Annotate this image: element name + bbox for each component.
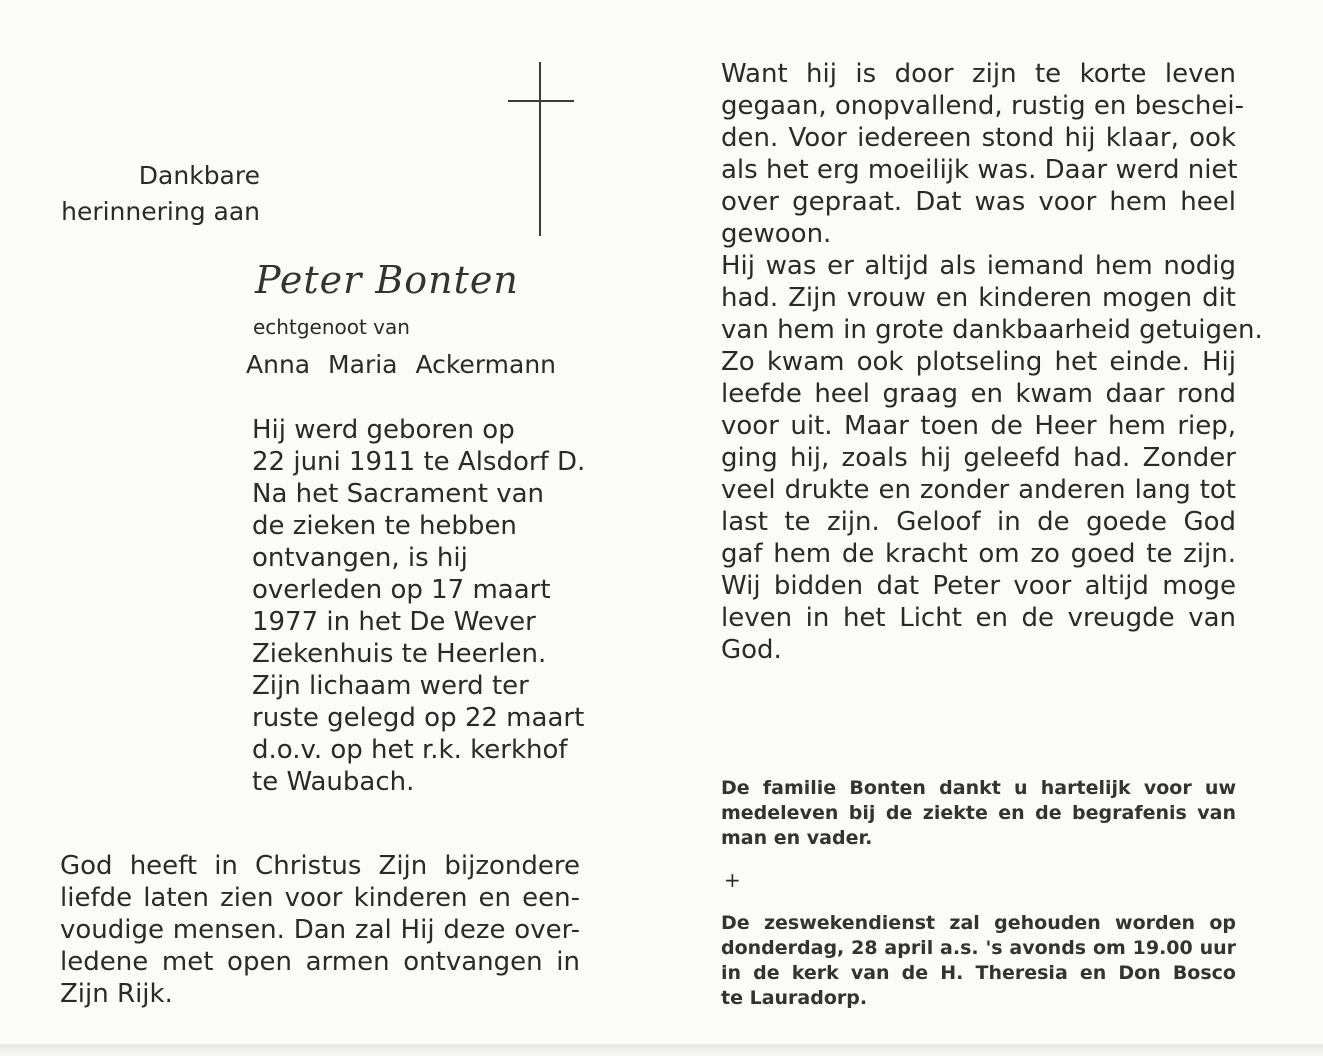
card-bottom-edge: [0, 1044, 1323, 1056]
thanks-line: medeleven bij de ziekte en de begrafenis van: [721, 802, 1236, 824]
remembrance-line: gaf hem de kracht om zo goed te zijn.: [721, 539, 1236, 569]
remembrance-line: leefde heel graag en kwam daar rond: [721, 379, 1236, 409]
faith-line: liefde laten zien voor kinderen en een-: [60, 883, 580, 913]
thanks-note: [721, 776, 1236, 851]
remembrance-line: Zo kwam ook plotseling het einde. Hij: [721, 347, 1236, 377]
remembrance-line: veel drukte en zonder anderen lang tot: [721, 475, 1236, 505]
remembrance-line: ging hij, zoals hij geleefd had. Zonder: [721, 443, 1236, 473]
intro-text: [60, 158, 260, 230]
cross-icon: [508, 62, 574, 236]
bio-line: 22 juni 1911 te Alsdorf D.: [252, 447, 586, 477]
mass-line: donderdag, 28 april a.s. 's avonds om 19.00 uur: [721, 937, 1236, 959]
remembrance-line: gewoon.: [721, 219, 832, 249]
remembrance-line: gegaan, onopvallend, rustig en beschei-: [721, 91, 1245, 121]
bio-line: Ziekenhuis te Heerlen.: [252, 639, 547, 669]
mass-line: in de kerk van de H. Theresia en Don Bosco: [721, 962, 1236, 984]
bio-line: ruste gelegd op 22 maart: [252, 703, 585, 733]
remembrance-line: als het erg moeilijk was. Daar werd niet: [721, 155, 1238, 185]
bio-line: 1977 in het De Wever: [252, 607, 536, 637]
remembrance-line: Hij was er altijd als iemand hem nodig: [721, 251, 1236, 281]
remembrance-line: Want hij is door zijn te korte leven: [721, 59, 1236, 89]
remembrance-line: last te zijn. Geloof in de goede God: [721, 507, 1236, 537]
thanks-line: man en vader.: [721, 827, 873, 849]
bio-line: d.o.v. op het r.k. kerkhof: [252, 735, 568, 765]
spouse-intro: echtgenoot van: [253, 315, 410, 339]
remembrance-line: Wij bidden dat Peter voor altijd moge: [721, 571, 1236, 601]
mass-notice: [721, 911, 1236, 1011]
intro-line: herinnering aan: [61, 197, 260, 226]
small-cross-icon: +: [724, 868, 741, 892]
bio-line: overleden op 17 maart: [252, 575, 551, 605]
faith-line: God heeft in Christus Zijn bijzondere: [60, 851, 580, 881]
mass-line: te Lauradorp.: [721, 987, 868, 1009]
remembrance-text: [721, 58, 1263, 666]
deceased-name: Peter Bonten: [255, 258, 519, 302]
bio-line: te Waubach.: [252, 767, 415, 797]
remembrance-line: den. Voor iedereen stond hij klaar, ook: [721, 123, 1236, 153]
mass-line: De zeswekendienst zal gehouden worden op: [721, 912, 1236, 934]
bio-line: Hij werd geboren op: [252, 415, 515, 445]
bio-line: Na het Sacrament van: [252, 479, 544, 509]
bio-line: Zijn lichaam werd ter: [252, 671, 529, 701]
faith-paragraph: [60, 850, 580, 1010]
faith-line: voudige mensen. Dan zal Hij deze over-: [60, 915, 580, 945]
spouse-name: Anna Maria Ackermann: [246, 350, 557, 379]
remembrance-line: had. Zijn vrouw en kinderen mogen dit: [721, 283, 1236, 313]
biography: [252, 414, 586, 798]
faith-line: Zijn Rijk.: [60, 979, 173, 1009]
intro-line: Dankbare: [138, 161, 260, 190]
remembrance-line: van hem in grote dankbaarheid getuigen.: [721, 315, 1263, 345]
bio-line: de zieken te hebben: [252, 511, 517, 541]
faith-line: ledene met open armen ontvangen in: [60, 947, 580, 977]
thanks-line: De familie Bonten dankt u hartelijk voor uw: [721, 777, 1236, 799]
remembrance-line: over gepraat. Dat was voor hem heel: [721, 187, 1236, 217]
remembrance-line: voor uit. Maar toen de Heer hem riep,: [721, 411, 1236, 441]
bio-line: ontvangen, is hij: [252, 543, 468, 573]
remembrance-line: leven in het Licht en de vreugde van: [721, 603, 1236, 633]
remembrance-line: God.: [721, 635, 782, 665]
